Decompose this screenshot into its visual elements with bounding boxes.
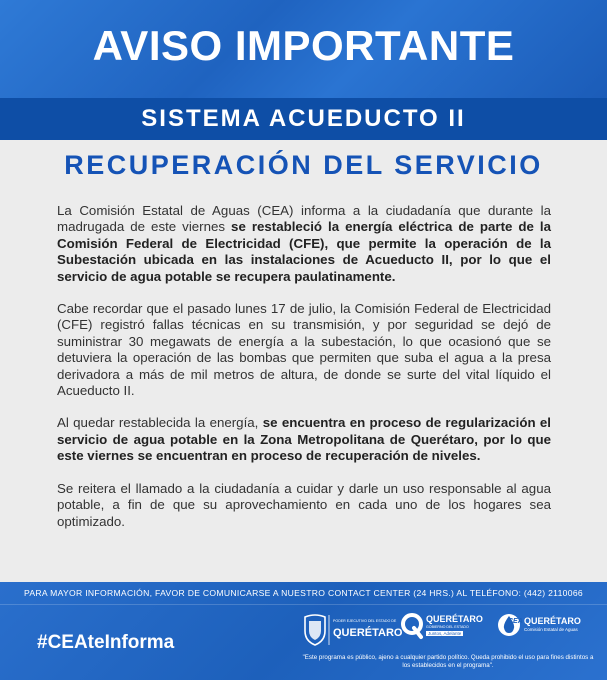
notice-paragraph <box>57 415 551 464</box>
cea-drop-icon <box>496 611 522 639</box>
notice-paragraph <box>57 203 551 285</box>
notice-text: Se reitera el llamado a la ciudadanía a cuidar y darle un uso responsable al agua potable, a fin de que su aprovechamiento en cada uno de los hogares sea optimizado. <box>57 480 551 529</box>
notice-text-bold: se restableció la energía eléctrica de parte de la Comisión Federal de Electricidad (CFE), que permite la operación de la Subestación ubicada en las instalaciones de Acueducto II, por lo que el servicio de agua potable se recupera paulatinamente. <box>57 219 551 284</box>
hashtag: #CEAteInforma <box>37 632 175 653</box>
contact-info: PARA MAYOR INFORMACIÓN, FAVOR DE COMUNICARSE A NUESTRO CONTACT CENTER (24 HRS.) AL TELÉFONO: (442) 2110066 <box>0 582 607 605</box>
subheader-banner <box>0 98 607 140</box>
queretaro-q-icon <box>400 611 424 641</box>
header-banner <box>0 0 607 98</box>
notice-text-bold: se encuentra en proceso de regularización el servicio de agua potable en la Zona Metropolitana de Querétaro, por lo que este viernes se encuentran en proceso de recuperación de niveles. <box>57 415 551 464</box>
subheader-title: SISTEMA ACUEDUCTO II <box>141 105 466 132</box>
cea-mark: CEA <box>508 618 523 625</box>
notice-body <box>57 203 551 546</box>
notice-text: Cabe recordar que el pasado lunes 17 de julio, la Comisión Federal de Electricidad (CFE) registró fallas técnicas en su transmisión, y por seguridad se dejó de suministrar 30 megawats de energía a la subestación, lo que ocasionó que se detuviera la operación de las bombas que permiten que suba el agua a la presa derivadora a más de mil metros de altura, de donde se surte del vital líquido el Acueducto II. <box>57 301 551 399</box>
notice-panel <box>0 140 607 582</box>
notice-paragraph <box>57 301 551 399</box>
qro-name: QUERÉTARO <box>426 614 483 624</box>
header-title: AVISO IMPORTANTE <box>92 22 515 69</box>
queretaro-government-logo <box>400 611 483 646</box>
notice-paragraph <box>57 481 551 530</box>
footer <box>0 582 607 680</box>
cea-logo <box>496 611 581 644</box>
disclaimer: "Este programa es público, ajeno a cualquier partido político. Queda prohibido el uso para fines distintos a los establecidos en el programa". <box>302 654 594 669</box>
cea-sub: Comisión Estatal de Aguas <box>524 627 578 632</box>
notice-text: Al quedar restablecida la energía, <box>57 415 263 431</box>
qro-tag: Juntos, Adelante <box>428 631 462 636</box>
gob-name: QUERÉTARO <box>333 627 403 639</box>
qro-sub: GOBIERNO DEL ESTADO <box>426 625 469 629</box>
cea-name: QUERÉTARO <box>524 616 581 626</box>
notice-text: La Comisión Estatal de Aguas (CEA) informa a la ciudadanía que durante la madrugada de este viernes <box>57 203 551 235</box>
logos-group <box>296 611 596 651</box>
state-government-logo <box>301 611 401 652</box>
notice-title: RECUPERACIÓN DEL SERVICIO <box>64 150 543 180</box>
gob-small-text: PODER EJECUTIVO DEL ESTADO DE <box>333 619 397 623</box>
